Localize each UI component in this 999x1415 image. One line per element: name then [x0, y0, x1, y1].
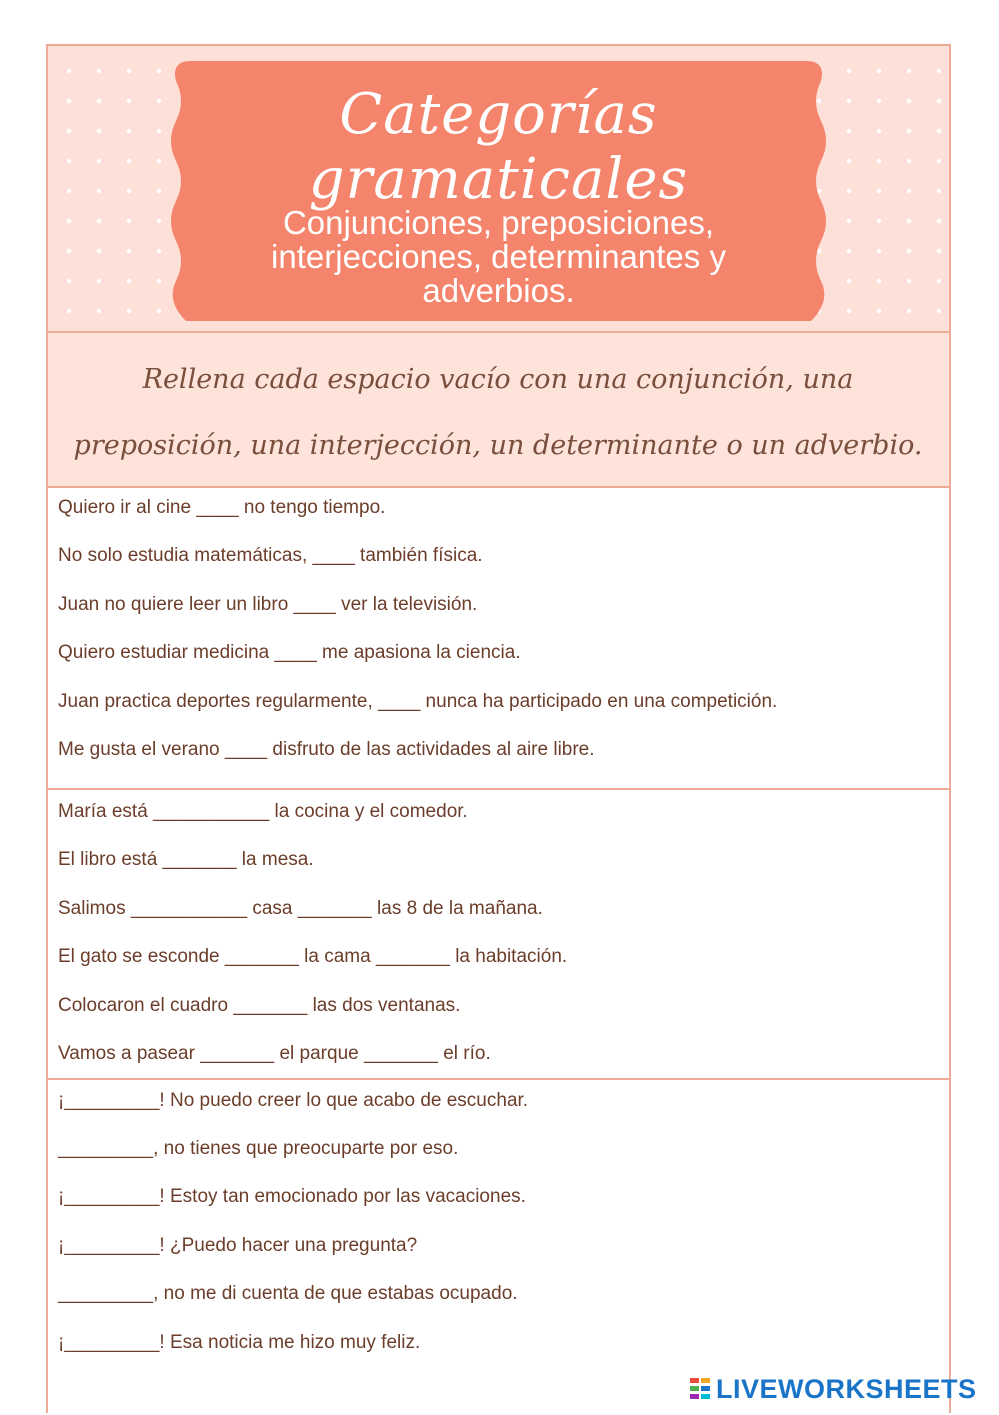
section-prepositions [48, 792, 949, 1080]
instructions-line: Rellena cada espacio vacío con una conjunción, una [142, 364, 854, 395]
header [48, 46, 949, 333]
exercise-item[interactable]: El gato se esconde _______ la cama _______ la habitación. [58, 946, 568, 967]
exercise-item[interactable]: ¡_________! No puedo creer lo que acabo de escuchar. [58, 1090, 529, 1111]
instructions-line: preposición, una interjección, un determinante o un adverbio. [73, 430, 923, 461]
worksheet [46, 44, 951, 1413]
instructions-box [48, 333, 949, 488]
liveworksheets-logo-icon [690, 1376, 712, 1402]
exercise-item[interactable]: ¡_________! Esa noticia me hizo muy feliz. [58, 1332, 421, 1353]
exercise-item[interactable]: Vamos a pasear _______ el parque _______ el río. [58, 1043, 491, 1064]
section-conjunctions [48, 488, 949, 790]
exercise-item[interactable]: Quiero estudiar medicina ____ me apasiona la ciencia. [58, 642, 521, 663]
subtitle-line: adverbios. [422, 272, 575, 309]
exercise-item[interactable]: Juan no quiere leer un libro ____ ver la televisión. [58, 594, 478, 615]
exercise-item[interactable]: Colocaron el cuadro _______ las dos ventanas. [58, 995, 461, 1016]
exercise-item[interactable]: María está ___________ la cocina y el comedor. [58, 801, 468, 822]
exercise-item[interactable]: ¡_________! Estoy tan emocionado por las vacaciones. [58, 1186, 526, 1207]
exercise-item[interactable]: _________, no tienes que preocuparte por eso. [58, 1138, 459, 1159]
exercise-item[interactable]: No solo estudia matemáticas, ____ también física. [58, 545, 483, 566]
page-title: Categorías gramaticales [308, 82, 689, 212]
subtitle-line: interjecciones, determinantes y [271, 238, 726, 275]
brand-name: LIVEWORKSHEETS [716, 1373, 977, 1404]
title-banner [171, 56, 826, 326]
section-interjections [48, 1082, 949, 1415]
page-subtitle [201, 206, 796, 308]
exercise-item[interactable]: Salimos ___________ casa _______ las 8 de la mañana. [58, 898, 543, 919]
exercise-item[interactable]: ¡_________! ¿Puedo hacer una pregunta? [58, 1235, 418, 1256]
liveworksheets-logo [690, 1373, 977, 1405]
exercise-item[interactable]: Quiero ir al cine ____ no tengo tiempo. [58, 497, 386, 518]
subtitle-line: Conjunciones, preposiciones, [282, 204, 715, 241]
exercise-item[interactable]: Juan practica deportes regularmente, ____ nunca ha participado en una competición. [58, 691, 778, 712]
instructions-text [58, 347, 938, 479]
exercise-item[interactable]: Me gusta el verano ____ disfruto de las actividades al aire libre. [58, 739, 595, 760]
exercise-item[interactable]: El libro está _______ la mesa. [58, 849, 314, 870]
exercise-item[interactable]: _________, no me di cuenta de que estabas ocupado. [58, 1283, 518, 1304]
